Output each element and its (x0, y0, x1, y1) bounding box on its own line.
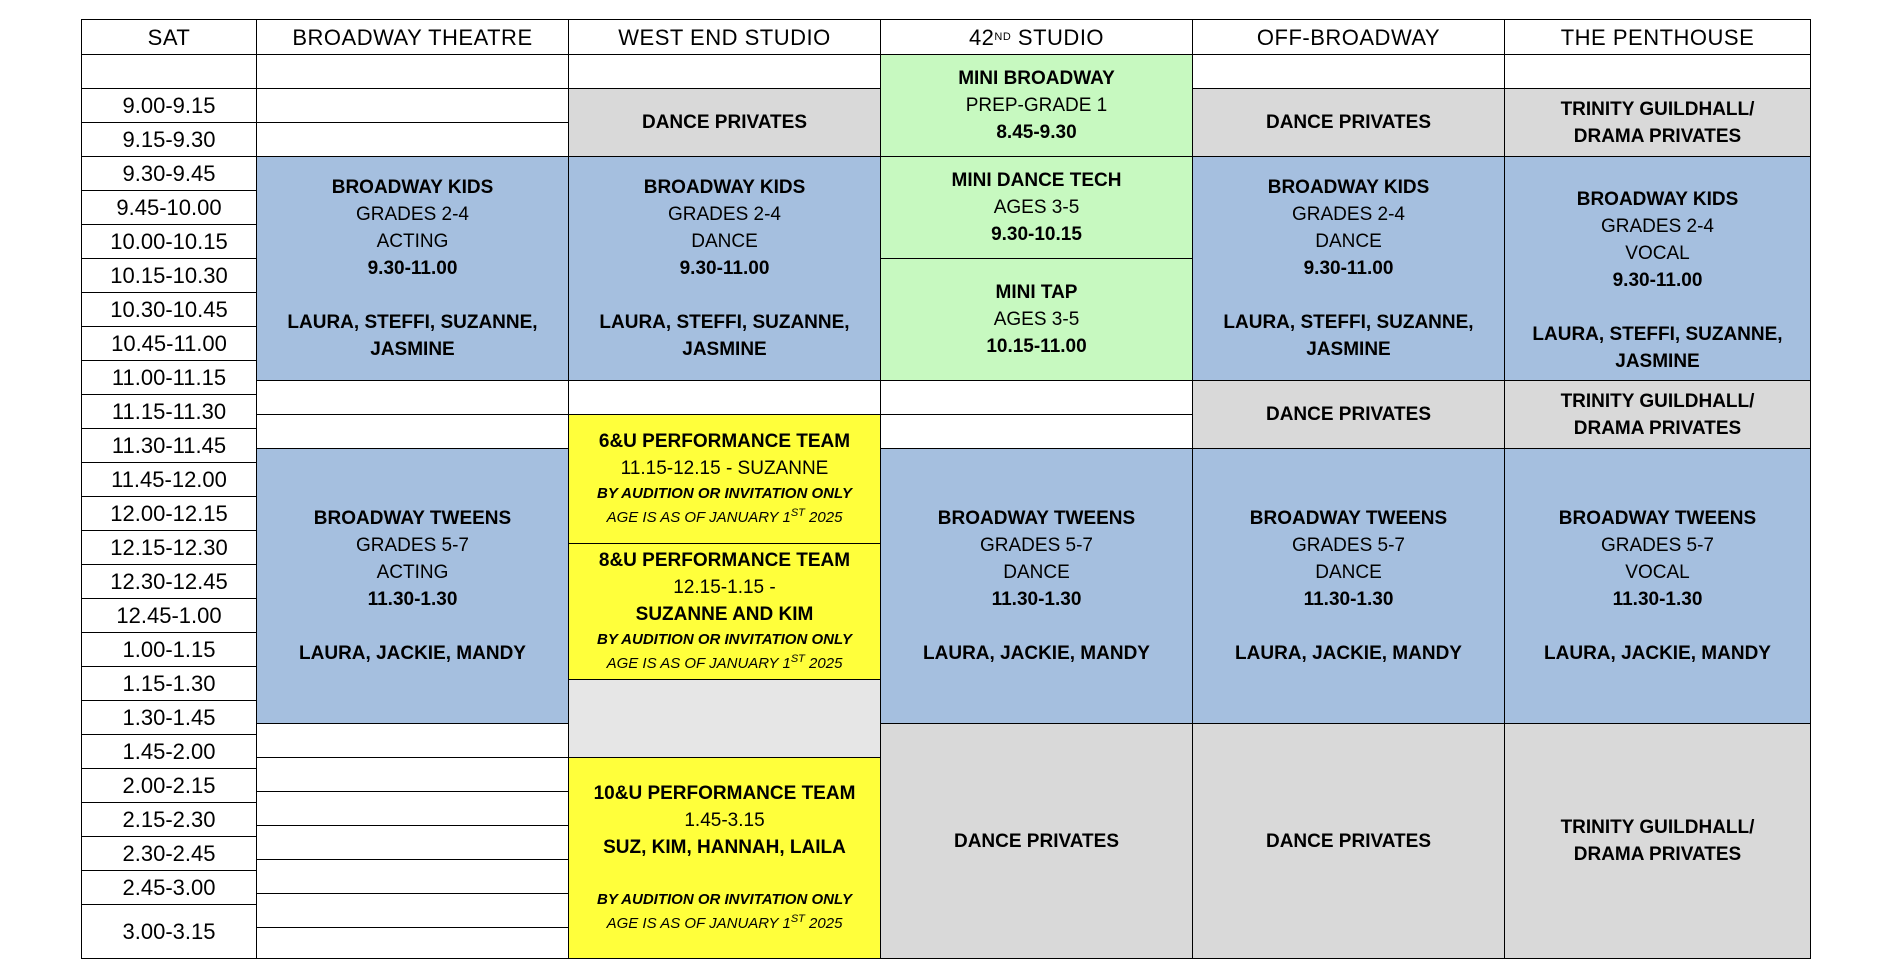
time-slot: 1.45-2.00 (81, 734, 257, 769)
block-title: DANCE PRIVATES (1265, 112, 1432, 133)
empty-slot (256, 380, 569, 415)
8u-performance-team-block (568, 543, 881, 680)
time-slot: 11.00-11.15 (81, 360, 257, 395)
class-title: BROADWAY KIDS (1576, 189, 1739, 210)
trinity-drama-privates-block (1504, 723, 1811, 959)
team-time: 1.45-3.15 (684, 810, 765, 831)
time-slot: 10.00-10.15 (81, 224, 257, 259)
class-staff: LAURA, STEFFI, SUZANNE, (1532, 324, 1783, 345)
block-title: TRINITY GUILDHALL/ (1560, 390, 1755, 412)
trinity-drama-privates-block (1504, 380, 1811, 449)
class-staff: LAURA, JACKIE, MANDY (1235, 643, 1462, 664)
class-title: BROADWAY TWEENS (1558, 508, 1757, 529)
class-grades: PREP-GRADE 1 (965, 95, 1108, 116)
empty-slot (256, 825, 569, 860)
class-time: 9.30-11.00 (367, 258, 458, 279)
block-title: DRAMA PRIVATES (1573, 417, 1742, 439)
time-slot: 12.30-12.45 (81, 564, 257, 599)
empty-slot (568, 380, 881, 415)
time-slot: 1.15-1.30 (81, 666, 257, 701)
audition-note: BY AUDITION OR INVITATION ONLY (597, 631, 852, 648)
class-time: 9.30-11.00 (1303, 258, 1394, 279)
class-title: BROADWAY KIDS (643, 177, 806, 198)
class-time: 11.30-1.30 (1303, 589, 1394, 610)
room-label: WEST END STUDIO (618, 24, 831, 50)
class-time: 10.15-11.00 (986, 336, 1087, 357)
age-note-text: AGE IS AS OF JANUARY 1 (606, 655, 791, 672)
age-note-year: 2025 (804, 915, 843, 932)
class-discipline: ACTING (376, 231, 449, 252)
time-slot: 9.15-9.30 (81, 122, 257, 157)
class-title: BROADWAY TWEENS (937, 508, 1136, 529)
age-note-year: 2025 (804, 655, 843, 672)
class-time: 9.30-10.15 (991, 224, 1082, 245)
block-title: DANCE PRIVATES (641, 112, 808, 133)
time-slot: 12.15-12.30 (81, 530, 257, 565)
mini-dance-tech-block (880, 156, 1193, 259)
audition-note: BY AUDITION OR INVITATION ONLY (597, 485, 852, 502)
class-staff: LAURA, STEFFI, SUZANNE, (287, 312, 538, 333)
dance-privates-block (1192, 380, 1505, 449)
blank-cell (81, 54, 257, 89)
day-label: SAT (147, 24, 191, 50)
class-staff: LAURA, JACKIE, MANDY (299, 643, 526, 664)
broadway-tweens-dance-block-offbroadway (1192, 448, 1505, 724)
age-note-sup: ST (790, 507, 805, 519)
class-title: BROADWAY KIDS (331, 177, 494, 198)
block-title: DRAMA PRIVATES (1573, 125, 1742, 147)
time-slot: 2.30-2.45 (81, 836, 257, 871)
team-title: 6&U PERFORMANCE TEAM (598, 431, 851, 452)
blank-cell (256, 54, 569, 89)
age-note-sup: ST (790, 913, 805, 925)
age-note (607, 652, 843, 676)
time-slot: 12.45-1.00 (81, 598, 257, 633)
block-title: DANCE PRIVATES (1265, 404, 1432, 425)
dance-privates-block (568, 88, 881, 157)
empty-slot (568, 679, 881, 758)
class-grades: GRADES 2-4 (668, 204, 781, 225)
dance-privates-block (1192, 723, 1505, 959)
class-time: 9.30-11.00 (1612, 270, 1703, 291)
empty-slot (256, 723, 569, 758)
team-title: 8&U PERFORMANCE TEAM (598, 550, 851, 571)
class-discipline: ACTING (376, 562, 449, 583)
empty-slot (256, 927, 569, 959)
header-day (81, 19, 257, 55)
age-note-text: AGE IS AS OF JANUARY 1 (606, 509, 791, 526)
class-title: BROADWAY TWEENS (1249, 508, 1448, 529)
broadway-kids-acting-block (256, 156, 569, 381)
class-grades: GRADES 2-4 (1292, 204, 1405, 225)
class-grades: GRADES 2-4 (1601, 216, 1714, 237)
class-discipline: DANCE (691, 231, 758, 252)
empty-slot (256, 893, 569, 928)
mini-tap-block (880, 258, 1193, 381)
time-slot: 10.15-10.30 (81, 258, 257, 293)
block-title: TRINITY GUILDHALL/ (1560, 817, 1755, 838)
header-off-broadway (1192, 19, 1505, 55)
class-staff: JASMINE (1615, 351, 1700, 372)
age-note (607, 506, 843, 530)
room-label: 42 (968, 24, 995, 50)
class-staff: LAURA, STEFFI, SUZANNE, (1223, 312, 1474, 333)
age-note-text: AGE IS AS OF JANUARY 1 (606, 915, 791, 932)
header-the-penthouse (1504, 19, 1811, 55)
audition-note: BY AUDITION OR INVITATION ONLY (597, 891, 852, 908)
time-slot: 2.15-2.30 (81, 802, 257, 837)
blank-cell (1192, 54, 1505, 89)
class-title: BROADWAY KIDS (1267, 177, 1430, 198)
time-slot: 9.00-9.15 (81, 88, 257, 123)
class-staff: JASMINE (682, 339, 767, 360)
broadway-tweens-dance-block-42nd (880, 448, 1193, 724)
broadway-kids-vocal-block (1504, 156, 1811, 381)
empty-slot (256, 757, 569, 792)
class-title: MINI DANCE TECH (951, 170, 1122, 191)
10u-performance-team-block (568, 757, 881, 959)
class-ages: AGES 3-5 (993, 197, 1080, 218)
class-title: BROADWAY TWEENS (313, 508, 512, 529)
team-title: 10&U PERFORMANCE TEAM (593, 783, 856, 804)
class-grades: GRADES 5-7 (1292, 535, 1405, 556)
blank-cell (568, 54, 881, 89)
broadway-tweens-acting-block (256, 448, 569, 724)
class-grades: GRADES 5-7 (1601, 535, 1714, 556)
dance-privates-block (1192, 88, 1505, 157)
class-time: 8.45-9.30 (996, 122, 1077, 143)
blank-cell (1504, 54, 1811, 89)
class-discipline: DANCE (1003, 562, 1070, 583)
empty-slot (880, 414, 1193, 449)
time-slot: 9.45-10.00 (81, 190, 257, 225)
class-discipline: VOCAL (1625, 243, 1690, 264)
time-slot: 11.15-11.30 (81, 394, 257, 429)
team-time: 11.15-12.15 - SUZANNE (620, 458, 829, 479)
class-staff: LAURA, STEFFI, SUZANNE, (599, 312, 850, 333)
class-ages: AGES 3-5 (993, 309, 1080, 330)
class-title: MINI BROADWAY (958, 68, 1115, 89)
time-slot: 12.00-12.15 (81, 496, 257, 531)
class-time: 11.30-1.30 (991, 589, 1082, 610)
time-slot: 11.30-11.45 (81, 428, 257, 463)
empty-slot (880, 380, 1193, 415)
broadway-tweens-vocal-block (1504, 448, 1811, 724)
time-slot: 2.00-2.15 (81, 768, 257, 803)
empty-slot (256, 859, 569, 894)
dance-privates-block (880, 723, 1193, 959)
mini-broadway-block (880, 54, 1193, 157)
class-staff: JASMINE (1306, 339, 1391, 360)
broadway-kids-dance-block (568, 156, 881, 381)
class-grades: GRADES 5-7 (356, 535, 469, 556)
schedule-table (81, 19, 1811, 959)
class-staff: LAURA, JACKIE, MANDY (1544, 643, 1771, 664)
empty-slot (256, 88, 569, 123)
room-label: THE PENTHOUSE (1560, 24, 1755, 50)
block-title: DANCE PRIVATES (953, 830, 1120, 852)
empty-slot (256, 122, 569, 157)
6u-performance-team-block (568, 414, 881, 544)
time-slot: 1.30-1.45 (81, 700, 257, 735)
age-note-sup: ST (790, 653, 805, 665)
block-title: DRAMA PRIVATES (1573, 844, 1742, 865)
class-title: MINI TAP (995, 282, 1078, 303)
broadway-kids-dance-block-offbroadway (1192, 156, 1505, 381)
class-staff: LAURA, JACKIE, MANDY (923, 643, 1150, 664)
empty-slot (256, 414, 569, 449)
team-staff: SUZ, KIM, HANNAH, LAILA (603, 837, 846, 858)
class-grades: GRADES 5-7 (980, 535, 1093, 556)
block-title: TRINITY GUILDHALL/ (1560, 98, 1755, 120)
team-time: 12.15-1.15 - (673, 577, 776, 598)
time-slot: 1.00-1.15 (81, 632, 257, 667)
header-42nd-studio: 42 ND STUDIO (880, 19, 1193, 55)
block-title: DANCE PRIVATES (1265, 830, 1432, 852)
time-slot: 9.30-9.45 (81, 156, 257, 191)
class-time: 11.30-1.30 (1612, 589, 1703, 610)
class-discipline: DANCE (1315, 231, 1382, 252)
team-staff: SUZANNE AND KIM (635, 604, 814, 625)
time-slot: 10.30-10.45 (81, 292, 257, 327)
class-discipline: VOCAL (1625, 562, 1690, 583)
room-label-suffix: STUDIO (1011, 24, 1105, 50)
class-time: 9.30-11.00 (679, 258, 770, 279)
empty-slot (256, 791, 569, 826)
class-grades: GRADES 2-4 (356, 204, 469, 225)
time-slot: 3.00-3.15 (81, 904, 257, 959)
class-discipline: DANCE (1315, 562, 1382, 583)
time-slot: 11.45-12.00 (81, 462, 257, 497)
room-label: OFF-BROADWAY (1256, 24, 1441, 50)
trinity-drama-privates-block (1504, 88, 1811, 157)
time-slot: 2.45-3.00 (81, 870, 257, 905)
age-note-year: 2025 (804, 509, 843, 526)
class-time: 11.30-1.30 (367, 589, 458, 610)
age-note (607, 912, 843, 936)
room-label: BROADWAY THEATRE (292, 24, 533, 50)
time-slot: 10.45-11.00 (81, 326, 257, 361)
header-west-end-studio (568, 19, 881, 55)
header-broadway-theatre (256, 19, 569, 55)
class-staff: JASMINE (370, 339, 455, 360)
